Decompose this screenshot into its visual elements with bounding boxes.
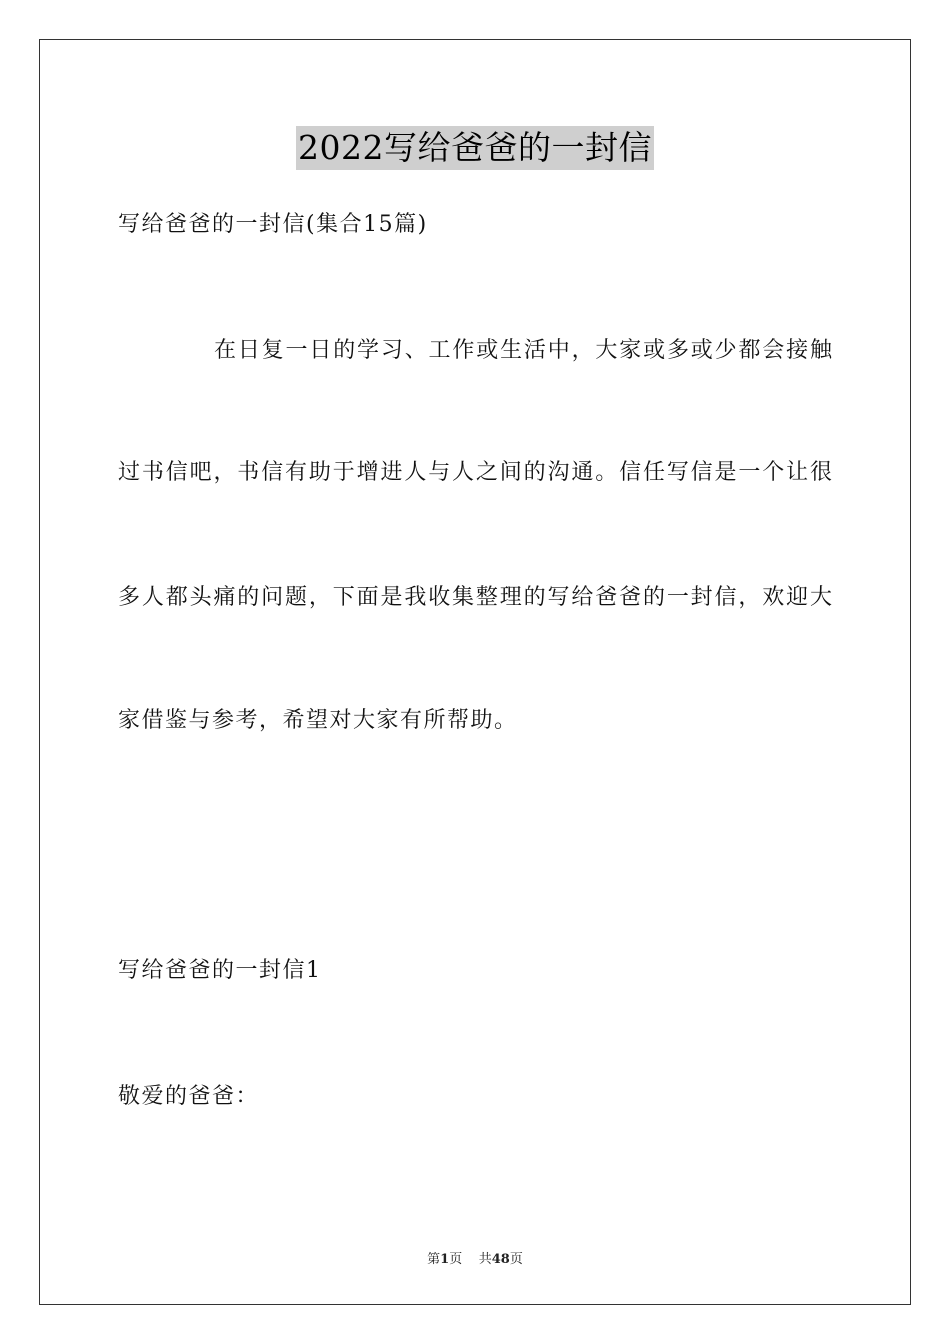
intro-line-1: 在日复一日的学习、工作或生活中，大家或多或少都会接触 <box>214 338 832 363</box>
footer-page-suffix: 页 <box>449 1252 463 1267</box>
section-heading: 写给爸爸的一封信1 <box>118 958 322 983</box>
document-subtitle: 写给爸爸的一封信(集合15篇) <box>118 212 428 237</box>
footer-total-pages: 48 <box>491 1252 510 1267</box>
footer-total-suffix: 页 <box>509 1252 523 1267</box>
intro-line-2: 过书信吧，书信有助于增进人与人之间的沟通。信任写信是一个让很 <box>118 460 832 485</box>
salutation: 敬爱的爸爸： <box>118 1084 260 1109</box>
document-title: 2022写给爸爸的一封信 <box>296 126 654 170</box>
title-container <box>0 126 950 170</box>
intro-line-4: 家借鉴与参考，希望对大家有所帮助。 <box>118 708 518 733</box>
footer-total-prefix: 共 <box>478 1252 492 1267</box>
footer-page-prefix: 第 <box>427 1252 441 1267</box>
footer-page-number: 1 <box>440 1252 450 1267</box>
intro-line-3: 多人都头痛的问题，下面是我收集整理的写给爸爸的一封信，欢迎大 <box>118 585 832 610</box>
page-footer <box>0 1248 950 1267</box>
